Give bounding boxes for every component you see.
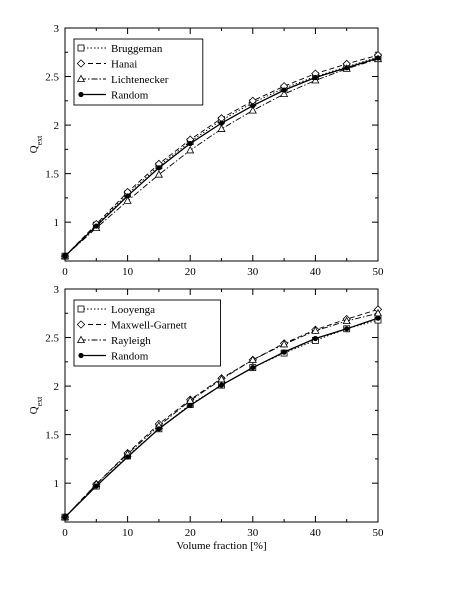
legend-label: Rayleigh [111, 335, 151, 347]
x-tick-label: 10 [122, 527, 134, 539]
data-point [219, 383, 223, 387]
y-axis-title: $Q_{ext}$ [28, 135, 44, 154]
data-point [313, 336, 317, 340]
top-panel [28, 23, 384, 278]
legend-label: Looyenga [111, 304, 155, 316]
y-tick-label: 1 [53, 217, 59, 230]
data-point [282, 350, 286, 354]
data-point [345, 327, 349, 331]
data-point [94, 484, 98, 488]
x-tick-label: 20 [184, 266, 196, 278]
y-axis-title: $Q_{ext}$ [28, 396, 44, 415]
data-point [94, 224, 98, 228]
data-point [219, 121, 223, 125]
x-tick-label: 0 [62, 266, 68, 278]
data-point [157, 427, 161, 431]
legend-label: Maxwell-Garnett [111, 319, 187, 332]
data-point [125, 194, 129, 198]
x-tick-label: 30 [247, 266, 259, 278]
data-point [345, 66, 349, 70]
legend-marker [79, 353, 83, 357]
legend-label: Random [111, 89, 149, 102]
y-tick-label: 3 [53, 23, 59, 35]
data-point [156, 171, 163, 177]
x-tick-label: 10 [122, 266, 134, 278]
data-point [63, 254, 67, 258]
legend-label: Random [111, 350, 149, 363]
legend-marker [78, 45, 84, 51]
data-point [251, 103, 255, 107]
x-tick-label: 40 [309, 266, 321, 278]
y-tick-label: 2.5 [45, 71, 59, 84]
y-tick-label: 2.5 [45, 332, 59, 345]
y-tick-label: 1.5 [45, 168, 59, 181]
x-tick-label: 50 [372, 266, 384, 278]
data-point [376, 56, 380, 60]
data-point [157, 166, 161, 170]
data-point [187, 147, 194, 153]
legend-marker [78, 306, 84, 312]
x-tick-label: 20 [184, 527, 196, 539]
y-tick-label: 1.5 [45, 429, 59, 442]
data-point [376, 316, 380, 320]
x-tick-label: 30 [247, 527, 259, 539]
x-tick-label: 40 [309, 527, 321, 539]
y-tick-label: 2 [53, 120, 59, 133]
x-tick-label: 50 [372, 527, 384, 539]
bottom-panel [28, 284, 384, 552]
data-point [313, 75, 317, 79]
data-point [63, 515, 67, 519]
legend-marker [79, 92, 83, 96]
y-tick-label: 2 [53, 381, 59, 394]
data-point [125, 455, 129, 459]
x-axis-title: Volume fraction [%] [176, 540, 267, 552]
data-point [218, 125, 225, 131]
legend-label: Bruggeman [111, 43, 163, 55]
x-tick-label: 0 [62, 527, 68, 539]
y-tick-label: 1 [53, 478, 59, 491]
data-point [188, 141, 192, 145]
legend-label: Hanai [111, 58, 138, 71]
data-point [282, 88, 286, 92]
data-point [188, 403, 192, 407]
data-point [251, 365, 255, 369]
legend-label: Lichtenecker [111, 74, 169, 86]
y-tick-label: 3 [53, 284, 59, 296]
